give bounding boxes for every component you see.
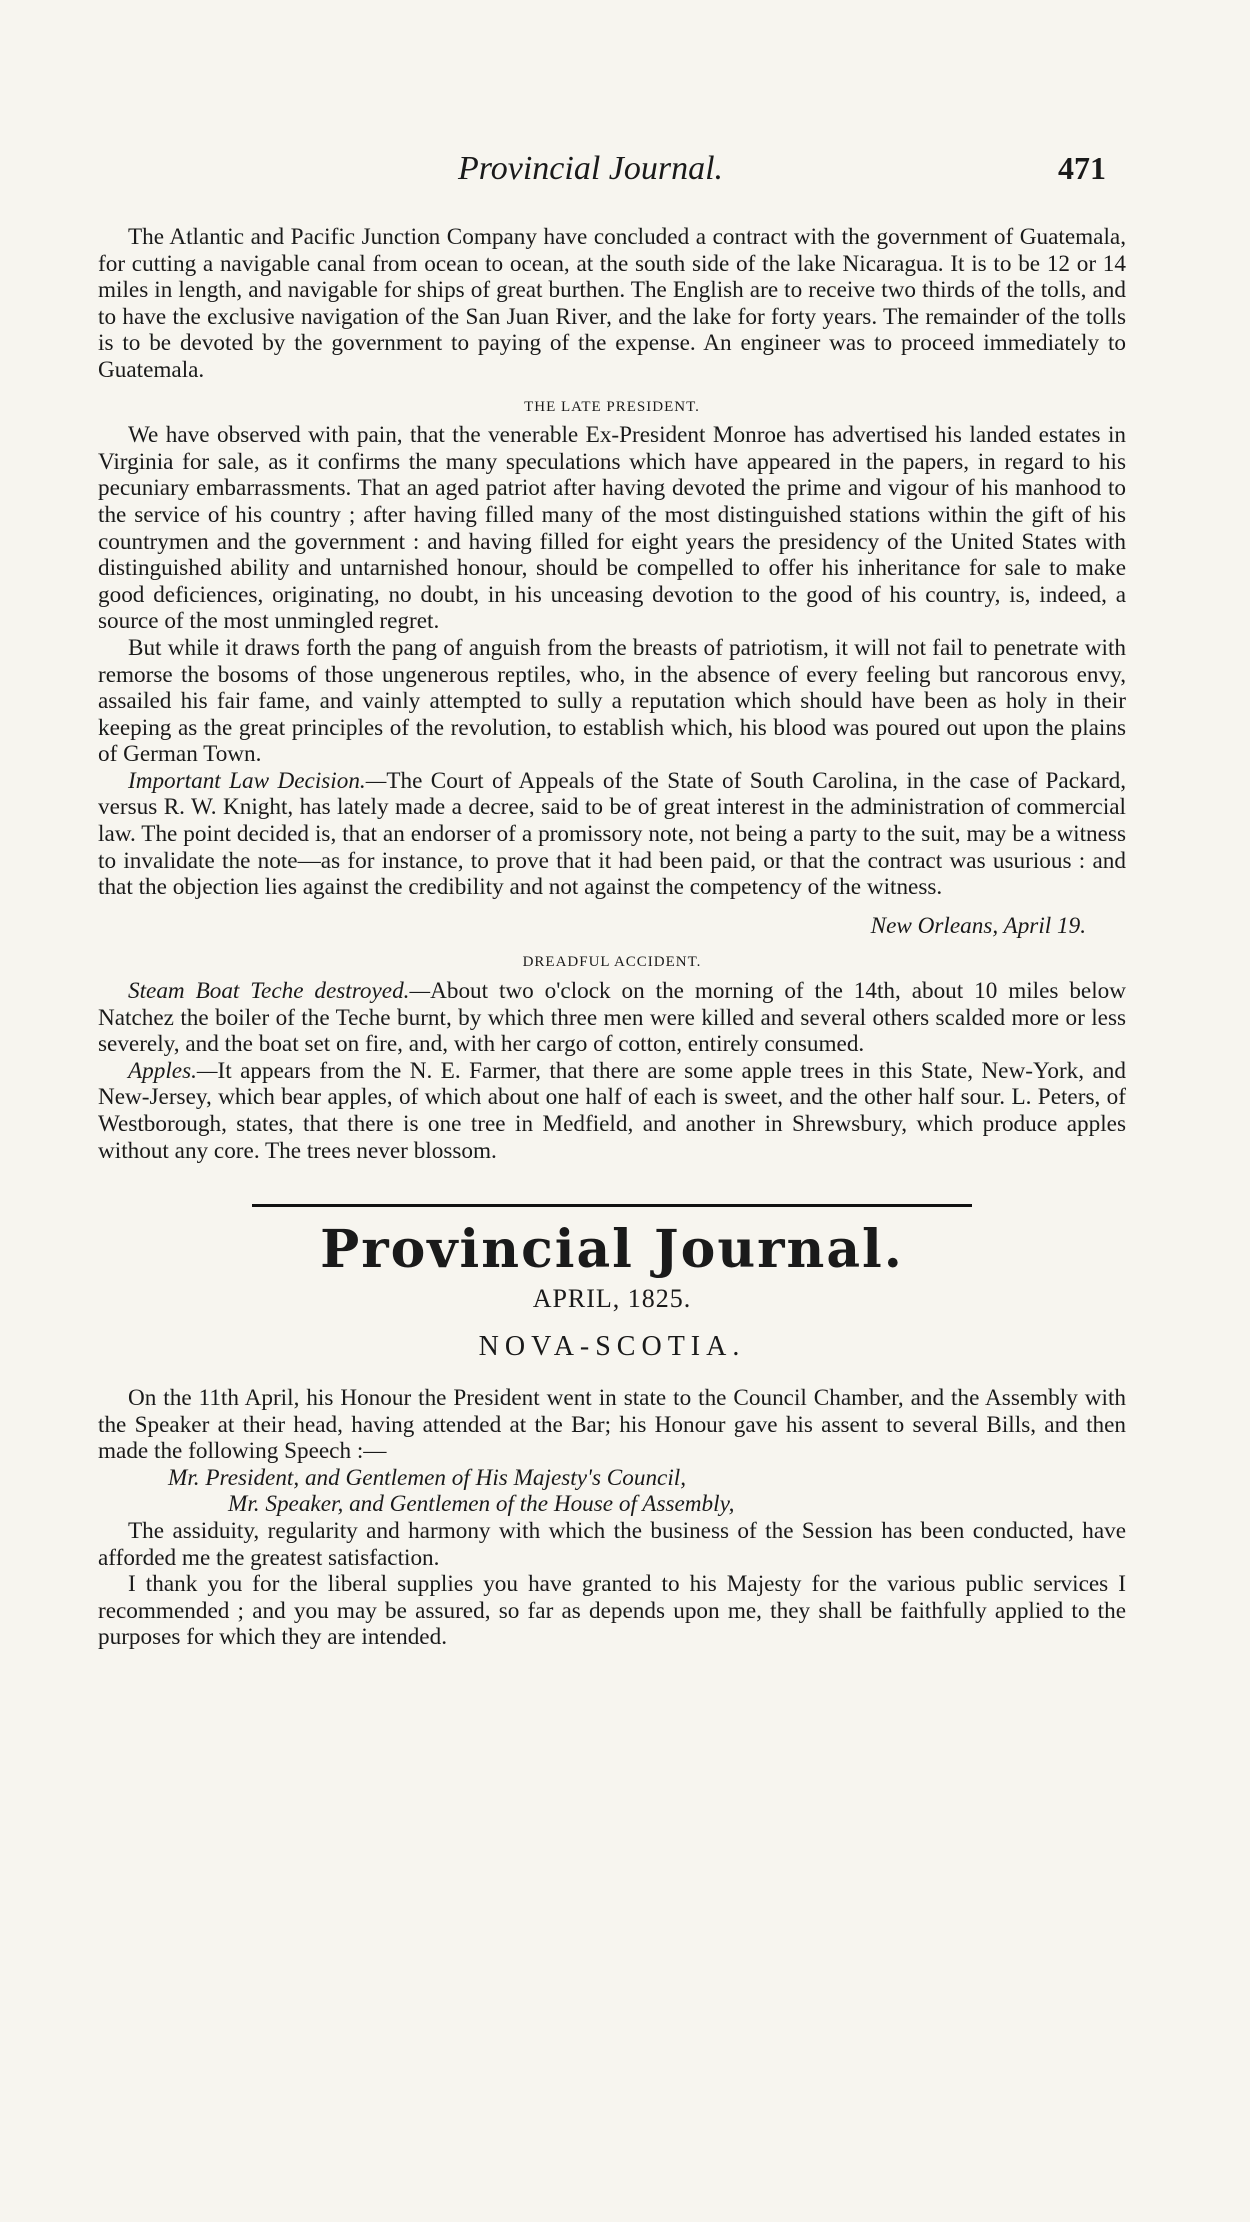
accident-article [98,978,1126,1058]
page-number: 471 [1058,150,1106,186]
accident-text: About two o'clock on the morning of the 14th, about 10 miles below Natchez the boiler of the Teche burnt, by which three men were killed and several others scalded more or less severely, and the boat set on fire, and, with her cargo of cotton, entirely consumed. [98,978,1127,1058]
law-decision-text: The Court of Appeals of the State of South Carolina, in the case of Packard, versus R. W. Knight, has lately made a decree, said to be of great interest in the administration of commercial law. The point decided is, that an endorser of a promissory note, not being a party to the suit, may be a witness to invalidate the note—as for instance, to prove that it had been paid, or that the contract was usurious : and that the objection lies against the credibility and not against the competency of the witness. [98,767,1126,901]
law-decision-dateline: New Orleans, April 19. [870,912,1086,939]
apples-text: It appears from the N. E. Farmer, that there are some apple trees in this State, New-York, and New-Jersey, which bear apples, of which about one half of each is sweet, and the other half sour. L. Peters, of Westborough, states, that there is one tree in Medfield, and another in Shrewsbury, which produce apples without any core. The trees never blossom. [98,1057,1126,1164]
running-title: Provincial Journal. [458,150,724,187]
masthead-date: APRIL, 1825. [532,1283,692,1313]
section-rule [252,1204,972,1207]
assembly-paragraph-1: The assiduity, regularity and harmony with which the business of the Session has been conducted, have afforded me the greatest satisfaction. [98,1517,1126,1571]
assembly-intro: On the 11th April, his Honour the President went in state to the Council Chamber, and the Assembly with the Speaker at their head, having attended at the Bar; his Honour gave his assent to several Bills, and then made the following Speech :— [98,1384,1126,1465]
masthead-title: Provincial Journal. [320,1219,904,1281]
page-content [98,224,1126,1651]
address-council: Mr. President, and Gentlemen of His Majesty's Council, [168,1464,687,1491]
apples-article [98,1058,1126,1164]
law-decision-article [98,768,1126,901]
accident-lead: Steam Boat Teche destroyed.— [128,978,431,1005]
assembly-paragraph-2: I thank you for the liberal supplies you have granted to his Majesty for the various public services I recommended ; and you may be assured, so far as depends upon me, they shall be faithfully applied to the purposes for which they are intended. [98,1571,1126,1651]
address-assembly: Mr. Speaker, and Gentlemen of the House of Assembly, [228,1491,735,1518]
late-president-paragraph-1: We have observed with pain, that the venerable Ex-President Monroe has advertised his landed estates in Virginia for sale, as it confirms the many speculations which have appeared in the papers, in regard to his pecuniary embarrassments. That an aged patriot after having devoted the prime and vigour of his manhood to the service of his country ; after having filled many of the most distinguished stations within the gift of his countrymen and the government : and having filled for eight years the presidency of the United States with distinguished ability and untarnished honour, should be compelled to offer his inheritance for sale to make good deficiences, originating, no doubt, in his unceasing devotion to the good of his country, is, indeed, a source of the most unmingled regret. [98,422,1126,635]
accident-heading: DREADFUL ACCIDENT. [522,954,702,971]
section-heading: NOVA-SCOTIA. [478,1331,746,1363]
canal-article: The Atlantic and Pacific Junction Company have concluded a contract with the government of Guatemala, for cutting a navigable canal from ocean to ocean, at the south side of the lake Nicaragua. It is to be 12 or 14 miles in length, and navigable for ships of great burthen. The English are to receive two thirds of the tolls, and to have the exclusive navigation of the San Juan River, and the lake for forty years. The remainder of the tolls is to be devoted by the government to paying of the expense. An engineer was to proceed immediately to Guatemala. [98,224,1126,383]
late-president-paragraph-2: But while it draws forth the pang of anguish from the breasts of patriotism, it will not fail to penetrate with remorse the bosoms of those ungenerous reptiles, who, in the absence of every feeling but rancorous envy, assailed his fair fame, and vainly attempted to sully a reputation which should have been as holy in their keeping as the great principles of the revolution, to establish which, his blood was poured out upon the plains of German Town. [98,634,1126,768]
law-decision-lead: Important Law Decision.— [128,767,387,794]
running-head [98,150,1126,194]
apples-lead: Apples.— [128,1057,218,1084]
late-president-heading: THE LATE PRESIDENT. [524,398,700,415]
